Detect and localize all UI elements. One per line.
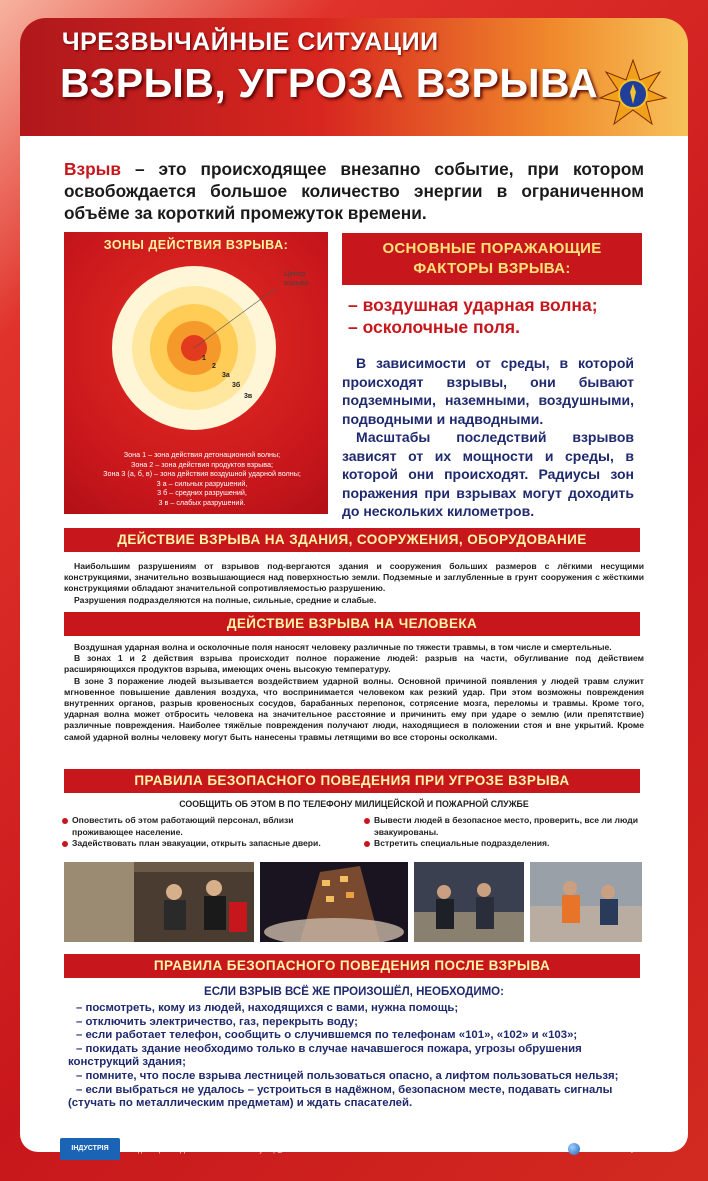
factors-banner bbox=[342, 233, 642, 285]
after-rule-item: – отключить электричество, газ, перекрыть воду; bbox=[76, 1015, 358, 1028]
center-label-line2: взрыва bbox=[284, 278, 309, 287]
legend-line: 3 б – средних разрушений, bbox=[157, 488, 247, 497]
publisher-contacts bbox=[218, 1138, 331, 1155]
human-paragraph: Воздушная ударная волна и осколочные поля наносят человеку различные по тяжести травмы, в том числе и смертельные. bbox=[74, 642, 612, 652]
ring-label-3a: 3а bbox=[222, 372, 230, 379]
threat-rule-item: Задействовать план эвакуации, открыть запасные двери. bbox=[62, 838, 350, 850]
after-subtitle: ЕСЛИ ВЗРЫВ ВСЁ ЖЕ ПРОИЗОШЁЛ, НЕОБХОДИМО: bbox=[204, 986, 504, 998]
publisher-logo: ІНДУСТРІЯ bbox=[60, 1138, 120, 1160]
factor-item: – воздушная ударная волна; bbox=[348, 295, 598, 315]
address-line: Видавництво "ІНДУСТРІЯ" bbox=[130, 1146, 211, 1154]
zones-title: ЗОНЫ ДЕЙСТВИЯ ВЗРЫВА: bbox=[103, 238, 289, 252]
buildings-section-title: ДЕЙСТВИЕ ВЗРЫВА НА ЗДАНИЯ, СООРУЖЕНИЯ, ОБОРУДОВАНИЕ bbox=[64, 528, 640, 552]
after-rule-item: – посмотреть, кому из людей, находящихся с вами, нужна помощь; bbox=[76, 1002, 459, 1014]
ring-label-3v: 3в bbox=[244, 393, 253, 400]
ring-label-2: 2 bbox=[212, 363, 216, 370]
poster-title: ВЗРЫВ, УГРОЗА ВЗРЫВА bbox=[60, 60, 599, 106]
ring-label-3b: 3б bbox=[232, 382, 241, 389]
threat-subtitle: СООБЩИТЬ ОБ ЭТОМ В ПО ТЕЛЕФОНУ МИЛИЦЕЙСКОЙ И ПОЖАРНОЙ СЛУЖБЕ bbox=[179, 799, 529, 809]
publisher-address bbox=[130, 1138, 213, 1155]
threat-rules-left bbox=[62, 815, 350, 850]
rescue-photo-1 bbox=[64, 862, 254, 942]
factor-item: – осколочные поля. bbox=[348, 317, 520, 337]
human-text bbox=[64, 642, 644, 743]
collapsed-building-photo bbox=[260, 862, 408, 942]
poster-subtitle: ЧРЕЗВЫЧАЙНЫЕ СИТУАЦИИ bbox=[62, 28, 439, 56]
intro-keyword: Взрыв bbox=[64, 159, 122, 179]
debris-search-photo bbox=[530, 862, 642, 942]
buildings-paragraph: Наибольшим разрушениям от взрывов под-вергаются здания и сооружения больших размеров с лёгкими несущими конструкциями, значительно возвышающиеся над поверхностью земли. Подземные и заглубленные в грунт сооружения с жёсткими конструкциями обладают значительной сопротивляемостью разрушению. bbox=[64, 561, 644, 594]
after-section-title: ПРАВИЛА БЕЗОПАСНОГО ПОВЕДЕНИЯ ПОСЛЕ ВЗРЫВА bbox=[64, 954, 640, 978]
rescuers-photo bbox=[414, 862, 524, 942]
contact-phone: Тел.: (057) 733-41-20, (057) 75-65-069 bbox=[218, 1138, 332, 1145]
publisher-website-link[interactable]: www.industry.kh.ua bbox=[586, 1144, 657, 1153]
zones-legend bbox=[86, 450, 318, 507]
threat-rules-right bbox=[364, 815, 642, 850]
legend-line: Зона 3 (а, б, в) – зона действия воздушной ударной волны; bbox=[103, 469, 301, 478]
poster-footer bbox=[20, 1136, 688, 1166]
factors-description bbox=[342, 354, 634, 521]
legend-line: Зона 2 – зона действия продуктов взрыва; bbox=[131, 459, 273, 469]
factors-title-line2: ФАКТОРЫ ВЗРЫВА: bbox=[413, 260, 571, 277]
human-section-title: ДЕЙСТВИЕ ВЗРЫВА НА ЧЕЛОВЕКА bbox=[64, 612, 640, 636]
factors-title-line1: ОСНОВНЫЕ ПОРАЖАЮЩИЕ bbox=[382, 240, 602, 257]
after-rule-item: – если работает телефон, сообщить о случившемся по телефонам «101», «102» и «103»; bbox=[76, 1029, 578, 1042]
address-line: 61070, м. Харків, а/с 10070, bbox=[130, 1138, 214, 1145]
poster-header bbox=[20, 18, 688, 138]
contact-email: E-mail: industryshop@ukr.net bbox=[218, 1146, 303, 1154]
factors-paragraph: Масштабы последствий взрывов зависят от их мощности и среды, в которой они происходят. Радиусы зон поражения при взрывах могут доходить до нескольких километров. bbox=[342, 429, 634, 519]
legend-line: 3 а – сильных разрушений, bbox=[156, 478, 248, 488]
factors-list bbox=[348, 294, 598, 338]
after-rule-item: – помните, что после взрыва лестницей пользоваться опасно, а лифтом пользоваться нельзя; bbox=[76, 1069, 619, 1082]
emergency-service-emblem-icon bbox=[598, 58, 668, 128]
factors-paragraph: В зависимости от среды, в которой происходят взрывы, они бывают подземными, наземными, воздушными, подводными и надводными. bbox=[342, 355, 634, 427]
buildings-paragraph: Разрушения подразделяются на полные, сильные, средние и слабые. bbox=[74, 594, 377, 605]
threat-rule-item: Оповестить об этом работающий персонал, вблизи проживающее население. bbox=[62, 815, 350, 838]
after-rule-item: – если выбраться не удалось – устроиться в надёжном, безопасном месте, подавать сигналы (стучать по металлическим предметам) и ждать спасателей. bbox=[68, 1083, 613, 1110]
center-label-line1: Центр bbox=[284, 269, 306, 278]
after-rule-item: – покидать здание необходимо только в случае начавшегося пожара, угрозы обрушения конструкций здания; bbox=[68, 1042, 582, 1069]
threat-section-title: ПРАВИЛА БЕЗОПАСНОГО ПОВЕДЕНИЯ ПРИ УГРОЗЕ ВЗРЫВА bbox=[64, 769, 640, 793]
threat-rule-item: Вывести людей в безопасное место, проверить, все ли люди эвакуированы. bbox=[364, 815, 642, 838]
human-paragraph: В зоне 3 поражение людей вызывается воздействием ударной волны. Основной причиной появления у людей травм служит мгновенное повышение давления воздуха, что воспринимается человеком как резкий удар. При этом возможны повреждения внутренних органов, разрыв кровеносных сосудов, барабанных перепонок, сотрясение мозга, переломы и травмы. Кроме того, ударная волна может отбросить человека на значительное расстояние и причинить ему при ударе о землю (или препятствие) различные повреждения. Наиболее тяжёлые повреждения получают люди, находящиеся в положении стоя и вне укрытий. Кроме самой ударной волны человеку могут быть нанесены травмы летящими во все стороны осколками. bbox=[64, 675, 644, 742]
globe-icon bbox=[568, 1143, 580, 1155]
buildings-text bbox=[64, 561, 644, 606]
legend-line: 3 в – слабых разрушений. bbox=[158, 497, 246, 507]
intro-paragraph bbox=[64, 158, 644, 224]
legend-line: Зона 1 – зона действия детонационной волны; bbox=[123, 450, 281, 459]
after-rules-list bbox=[68, 1002, 642, 1111]
threat-rule-item: Встретить специальные подразделения. bbox=[364, 838, 642, 850]
intro-text: – это происходящее внезапно событие, при котором освобождается большое количество энергии в ограниченном объёме за короткий промежуток времени. bbox=[64, 159, 644, 223]
ring-label-1: 1 bbox=[202, 355, 206, 362]
human-paragraph: В зонах 1 и 2 действия взрыва происходит полное поражение людей: разрыв на части, обугливание под действием расширяющихся продуктов взрыва, имеющих очень высокую температуру. bbox=[64, 653, 644, 675]
explosion-zones-panel bbox=[64, 232, 328, 514]
